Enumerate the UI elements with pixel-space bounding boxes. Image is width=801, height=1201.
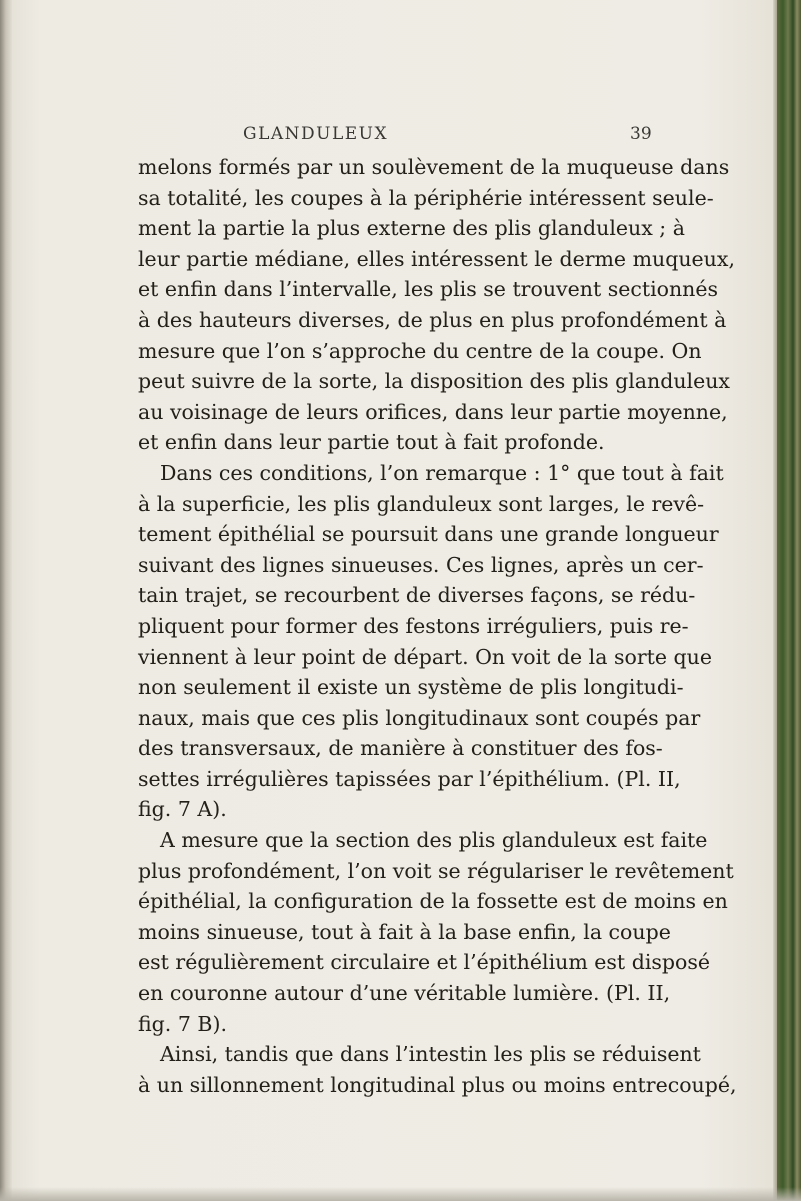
page-number: 39 (630, 124, 652, 144)
body-text (138, 152, 737, 1100)
text-line: viennent à leur point de départ. On voit de la sorte que (138, 644, 712, 669)
text-line: à un sillonnement longitudinal plus ou moins entrecoupé, (138, 1072, 737, 1097)
text-line: en couronne autour d’une véritable lumière. (Pl. II, (138, 981, 671, 1006)
text-line: suivant des lignes sinueuses. Ces lignes, après un cer- (138, 552, 704, 577)
text-line: settes irrégulières tapissées par l’épithélium. (Pl. II, (138, 766, 681, 791)
text-line: sa totalité, les coupes à la périphérie intéressent seule- (138, 185, 714, 210)
paragraph-end-line: fig. 7 A). (138, 797, 227, 822)
text-line: est régulièrement circulaire et l’épithélium est disposé (138, 950, 711, 975)
text-line: mesure que l’on s’approche du centre de la coupe. On (138, 338, 702, 363)
paragraph-end-line: et enfin dans leur partie tout à fait profonde. (138, 430, 605, 455)
text-line: au voisinage de leurs orifices, dans leur partie moyenne, (138, 399, 728, 424)
text-line: non seulement il existe un système de plis longitudi- (138, 675, 684, 700)
paragraph-start-line: Dans ces conditions, l’on remarque : 1° que tout à fait (160, 460, 724, 485)
text-line: tement épithélial se poursuit dans une grande longueur (138, 522, 719, 547)
text-line: épithélial, la configuration de la fossette est de moins en (138, 889, 728, 914)
text-line: tain trajet, se recourbent de diverses façons, se rédu- (138, 583, 696, 608)
paragraph-start-line: A mesure que la section des plis glanduleux est faite (160, 828, 708, 853)
text-line: des transversaux, de manière à constituer des fos- (138, 736, 663, 761)
text-line: et enfin dans l’intervalle, les plis se trouvent sectionnés (138, 277, 719, 302)
page-bottom-shadow (0, 1187, 801, 1201)
text-line: à des hauteurs diverses, de plus en plus profondément à (138, 307, 727, 332)
running-title: GLANDULEUX (243, 124, 389, 144)
book-binding-edge (777, 0, 801, 1201)
page-left-edge (0, 0, 12, 1201)
paragraph-end-line: fig. 7 B). (138, 1011, 227, 1036)
text-line: naux, mais que ces plis longitudinaux sont coupés par (138, 705, 701, 730)
text-line: leur partie médiane, elles intéressent le derme muqueux, (138, 246, 735, 271)
running-head (0, 124, 801, 148)
text-line: plus profondément, l’on voit se régulariser le revêtement (138, 858, 734, 883)
text-line: moins sinueuse, tout à fait à la base enfin, la coupe (138, 919, 671, 944)
text-line: pliquent pour former des festons irréguliers, puis re- (138, 613, 689, 638)
paragraph-start-line: Ainsi, tandis que dans l’intestin les plis se réduisent (160, 1042, 701, 1067)
text-line: melons formés par un soulèvement de la muqueuse dans (138, 155, 730, 179)
text-line: à la superficie, les plis glanduleux sont larges, le revê- (138, 491, 705, 516)
text-line: peut suivre de la sorte, la disposition des plis glanduleux (138, 369, 730, 394)
text-line: ment la partie la plus externe des plis glanduleux ; à (138, 216, 685, 241)
